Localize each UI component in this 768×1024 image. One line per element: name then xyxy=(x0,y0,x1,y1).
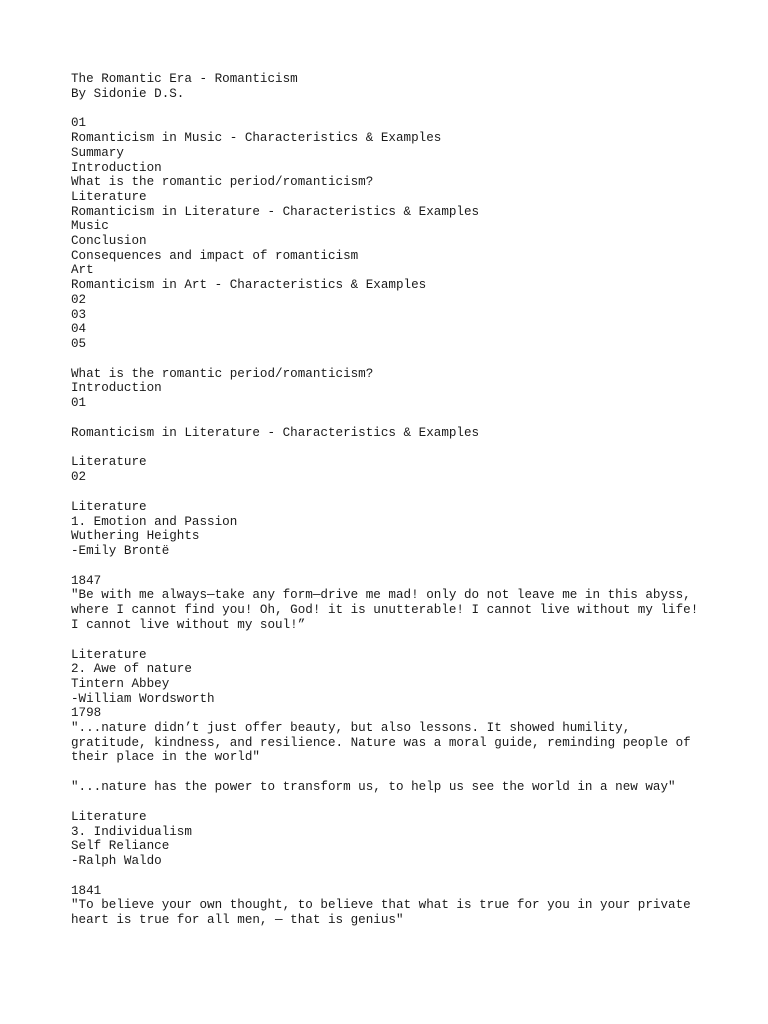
spacer xyxy=(71,559,731,574)
quote-line: "To believe your own thought, to believe that what is true for you in your private xyxy=(71,898,691,913)
quote-line: their place in the world" xyxy=(71,750,260,765)
toc-line: Introduction xyxy=(71,160,162,175)
work-year: 1847 xyxy=(71,573,102,588)
intro-section xyxy=(71,367,731,411)
quote-line: I cannot live without my soul!” xyxy=(71,617,306,632)
section-heading: 3. Individualism xyxy=(71,824,192,839)
work-year: 1798 xyxy=(71,706,102,721)
toc-number: 01 xyxy=(71,116,87,131)
quote-line: "Be with me always—take any form—drive me mad! only do not leave me in this abyss, xyxy=(71,588,691,603)
section-individualism xyxy=(71,810,731,928)
toc-line: 05 xyxy=(71,336,87,351)
quote-line: heart is true for all men, — that is genius" xyxy=(71,913,404,928)
document-title: The Romantic Era - Romanticism xyxy=(71,72,298,86)
section-emotion-passion xyxy=(71,500,731,633)
intro-number: 01 xyxy=(71,396,87,411)
work-author: -William Wordsworth xyxy=(71,691,215,706)
document-author: By Sidonie D.S. xyxy=(71,86,185,101)
section-category: Literature xyxy=(71,809,147,824)
toc-line: 04 xyxy=(71,322,87,337)
work-title: Self Reliance xyxy=(71,839,170,854)
spacer xyxy=(71,411,731,426)
work-title: Tintern Abbey xyxy=(71,676,170,691)
divider-number: 02 xyxy=(71,470,87,485)
intro-question: What is the romantic period/romanticism? xyxy=(71,366,374,381)
toc-line: Consequences and impact of romanticism xyxy=(71,248,359,263)
spacer xyxy=(71,352,731,367)
spacer xyxy=(71,101,731,116)
document-page xyxy=(71,72,731,928)
spacer xyxy=(71,869,731,884)
quote-line: "...nature has the power to transform us, to help us see the world in a new way" xyxy=(71,780,676,795)
work-title: Wuthering Heights xyxy=(71,529,200,544)
literature-divider xyxy=(71,455,731,484)
work-year: 1841 xyxy=(71,883,102,898)
toc-line: Romanticism in Music - Characteristics & Examples xyxy=(71,131,442,146)
quote-line: where I cannot find you! Oh, God! it is unutterable! I cannot live without my life! xyxy=(71,603,699,618)
spacer xyxy=(71,765,731,780)
toc-line: 03 xyxy=(71,307,87,322)
work-author: -Emily Brontë xyxy=(71,543,170,558)
section-heading: 1. Emotion and Passion xyxy=(71,514,238,529)
section-category: Literature xyxy=(71,499,147,514)
toc-line: What is the romantic period/romanticism? xyxy=(71,175,374,190)
toc-line: Music xyxy=(71,219,109,234)
section-awe-of-nature xyxy=(71,648,731,795)
spacer xyxy=(71,795,731,810)
toc-line: Romanticism in Literature - Characteristics & Examples xyxy=(71,204,480,219)
literature-heading: Romanticism in Literature - Characteristics & Examples xyxy=(71,425,480,440)
toc-line: Conclusion xyxy=(71,234,147,249)
section-category: Literature xyxy=(71,647,147,662)
table-of-contents xyxy=(71,116,731,351)
toc-line: Art xyxy=(71,263,94,278)
divider-label: Literature xyxy=(71,455,147,470)
toc-line: Literature xyxy=(71,189,147,204)
toc-line: Romanticism in Art - Characteristics & Examples xyxy=(71,278,427,293)
toc-line: Summary xyxy=(71,145,124,160)
spacer xyxy=(71,440,731,455)
spacer xyxy=(71,633,731,648)
toc-line: 02 xyxy=(71,292,87,307)
work-author: -Ralph Waldo xyxy=(71,853,162,868)
quote-line: gratitude, kindness, and resilience. Nature was a moral guide, reminding people of xyxy=(71,735,691,750)
quote-line: "...nature didn’t just offer beauty, but also lessons. It showed humility, xyxy=(71,721,631,736)
section-heading: 2. Awe of nature xyxy=(71,662,192,677)
intro-label: Introduction xyxy=(71,381,162,396)
spacer xyxy=(71,485,731,500)
